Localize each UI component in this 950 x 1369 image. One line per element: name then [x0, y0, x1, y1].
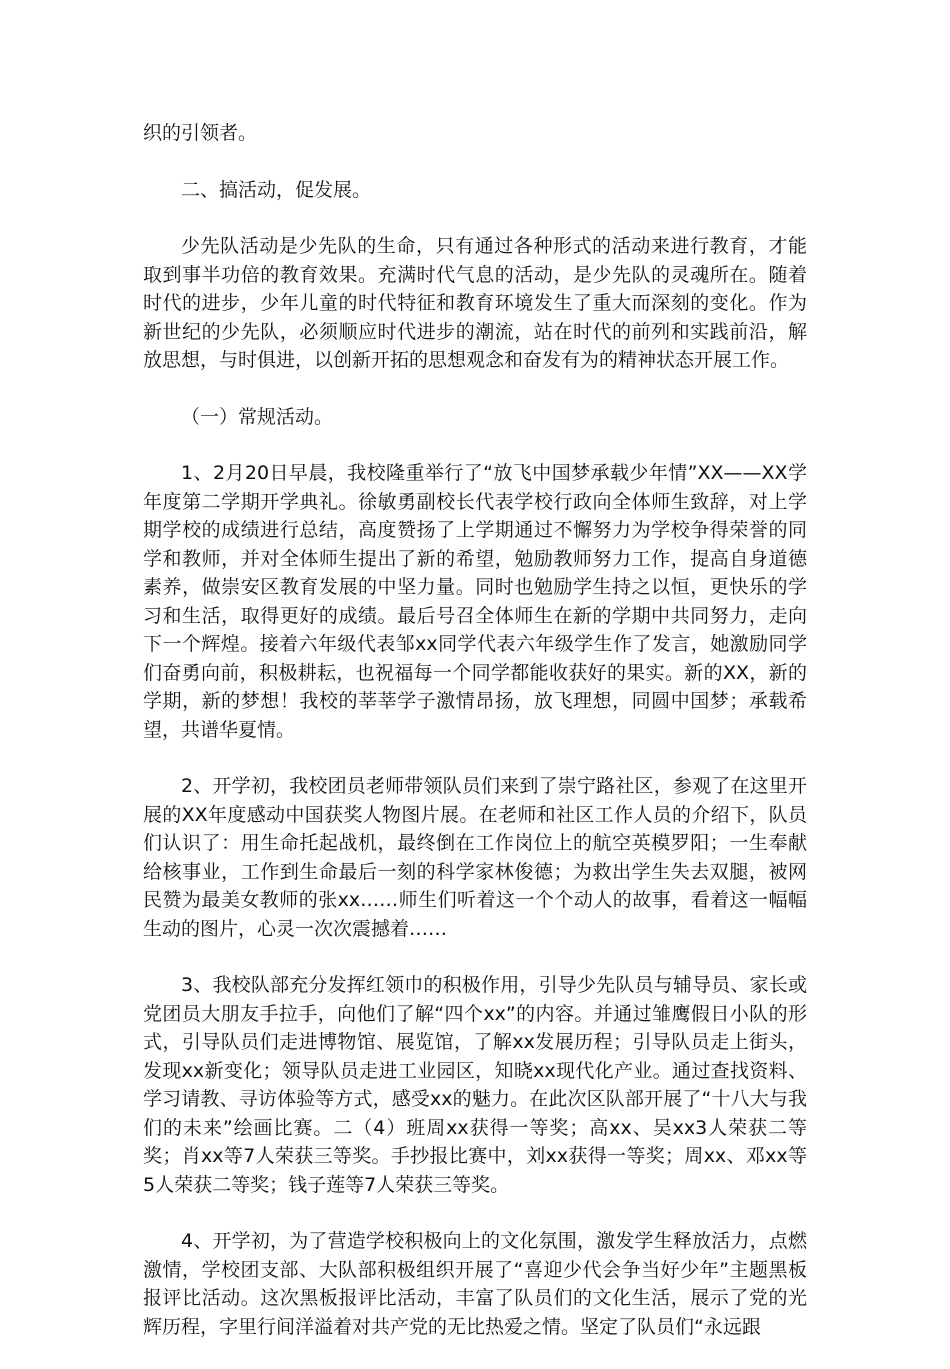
section-heading: 二、搞活动，促发展。: [181, 178, 372, 201]
subsection-heading: （一）常规活动。: [181, 405, 334, 428]
document-body: [143, 119, 807, 1369]
paragraph-continuation: 织的引领者。: [143, 122, 258, 144]
paragraph-item-3: 3、我校队部充分发挥红领巾的积极作用，引导少先队员与辅导员、家长或党团员大朋友手拉手，向他们了解“四个xx”的内容。并通过雏鹰假日小队的形式，引导队员们走进博物馆、展览馆，了解xx发展历程；引导队员走上街头，发现xx新变化；领导队员走进工业园区，知晓xx现代化产业。通过查找资料、学习请教、寻访体验等方式，感受xx的魅力。在此次区队部开展了“十八大与我们的未来”绘画比赛。二（4）班周xx获得一等奖；高xx、吴xx3人荣获二等奖；肖xx等7人荣获三等奖。手抄报比赛中，刘xx获得一等奖；周xx、邓xx等5人荣获二等奖；钱子莲等7人荣获三等奖。: [143, 974, 807, 1196]
paragraph-item-4: 4、开学初，为了营造学校积极向上的文化氛围，激发学生释放活力，点燃激情，学校团支部、大队部积极组织开展了“喜迎少代会争当好少年”主题黑板报评比活动。这次黑板报评比活动，丰富了队员们的文化生活，展示了党的光辉历程，字里行间洋溢着对共产党的无比热爱之情。坚定了队员们“永远跟: [143, 1230, 807, 1338]
paragraph-item-2: 2、开学初，我校团员老师带领队员们来到了崇宁路社区，参观了在这里开展的XX年度感动中国获奖人物图片展。在老师和社区工作人员的介绍下，队员们认识了：用生命托起战机，最终倒在工作岗位上的航空英模罗阳；一生奉献给核事业，工作到生命最后一刻的科学家林俊德；为救出学生失去双腿，被网民赞为最美女教师的张xx……师生们听着这一个个动人的故事，看着这一幅幅生动的图片，心灵一次次震撼着……: [143, 775, 807, 940]
paragraph-intro: 少先队活动是少先队的生命，只有通过各种形式的活动来进行教育，才能取到事半功倍的教育效果。充满时代气息的活动，是少先队的灵魂所在。随着时代的进步，少年儿童的时代特征和教育环境发生了重大而深刻的变化。作为新世纪的少先队，必须顺应时代进步的潮流，站在时代的前列和实践前沿，解放思想，与时俱进，以创新开拓的思想观念和奋发有为的精神状态开展工作。: [143, 235, 807, 371]
paragraph-item-1: 1、2月20日早晨，我校隆重举行了“放飞中国梦承载少年情”XX——XX学年度第二学期开学典礼。徐敏勇副校长代表学校行政向全体师生致辞，对上学期学校的成绩进行总结，高度赞扬了上学期通过不懈努力为学校争得荣誉的同学和教师，并对全体师生提出了新的希望，勉励教师努力工作，提高自身道德素养，做崇安区教育发展的中坚力量。同时也勉励学生持之以恒，更快乐的学习和生活，取得更好的成绩。最后号召全体师生在新的学期中共同努力，走向下一个辉煌。接着六年级代表邹xx同学代表六年级学生作了发言，她激励同学们奋勇向前，积极耕耘，也祝福每一个同学都能收获好的果实。新的XX，新的学期，新的梦想！我校的莘莘学子激情昂扬，放飞理想，同圆中国梦；承载希望，共谱华夏情。: [143, 462, 807, 741]
